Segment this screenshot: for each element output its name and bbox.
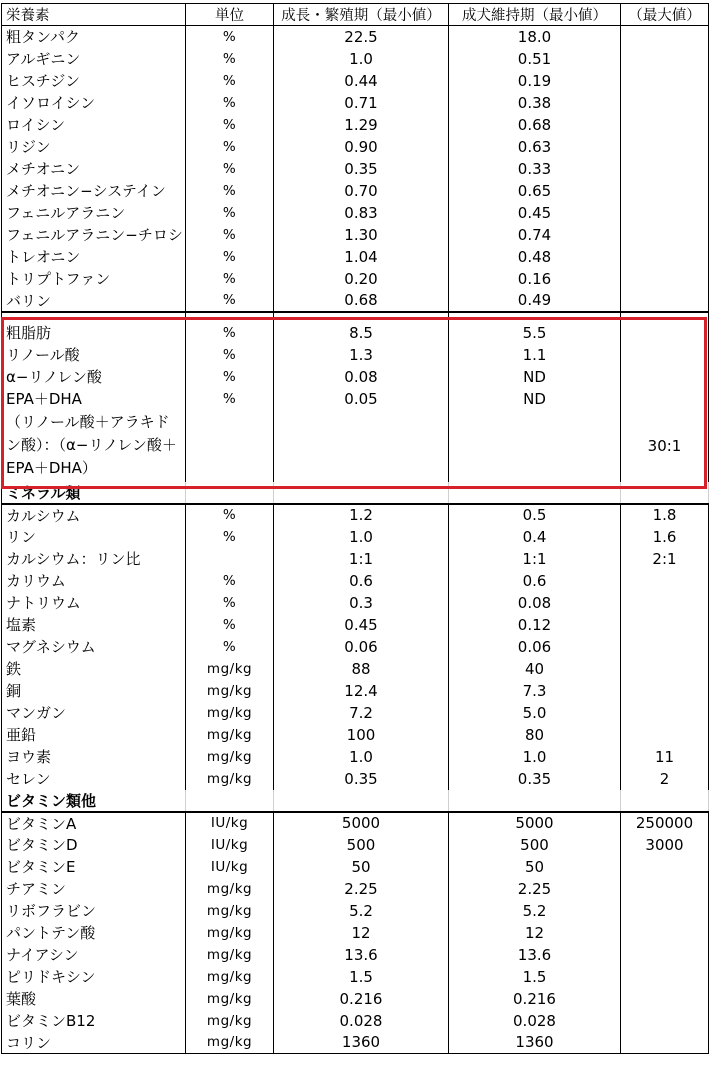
unit-cell[interactable]: %	[186, 48, 274, 70]
max-value-cell[interactable]	[621, 988, 709, 1010]
header-row	[2, 4, 709, 26]
header-max[interactable]: （最大値）	[621, 4, 709, 26]
adult-min-cell[interactable]: 0.68	[449, 114, 621, 136]
protein-row	[2, 202, 709, 224]
unit-cell[interactable]: %	[186, 224, 274, 246]
growth-min-cell[interactable]: 1.29	[274, 114, 449, 136]
growth-min-cell[interactable]: 0.71	[274, 92, 449, 114]
max-value-cell[interactable]	[621, 966, 709, 988]
mineral-row	[2, 526, 709, 548]
growth-min-cell[interactable]: 13.6	[274, 944, 449, 966]
nutrient-name-cell[interactable]: 鉄	[2, 658, 186, 680]
unit-cell[interactable]: IU/kg	[186, 812, 274, 834]
adult-min-cell[interactable]: 0.48	[449, 246, 621, 268]
max-value-cell[interactable]	[621, 136, 709, 158]
unit-cell[interactable]: mg/kg	[186, 966, 274, 988]
empty-cell[interactable]	[274, 790, 449, 812]
nutrient-name-cell[interactable]: カルシウム：リン比	[2, 548, 186, 570]
unit-cell[interactable]: mg/kg	[186, 922, 274, 944]
nutrient-name-cell[interactable]: ビタミンA	[2, 812, 186, 834]
max-value-cell[interactable]	[621, 322, 709, 344]
max-value-cell[interactable]: 2	[621, 768, 709, 790]
adult-min-cell[interactable]: 50	[449, 856, 621, 878]
nutrient-name-cell[interactable]: 亜鉛	[2, 724, 186, 746]
adult-min-cell[interactable]: 0.08	[449, 592, 621, 614]
growth-min-cell[interactable]: 0.68	[274, 290, 449, 312]
unit-cell[interactable]: %	[186, 180, 274, 202]
empty-cell[interactable]	[274, 482, 449, 504]
unit-cell[interactable]: %	[186, 26, 274, 48]
empty-cell[interactable]	[449, 790, 621, 812]
max-value-cell[interactable]: 1.6	[621, 526, 709, 548]
nutrient-name-cell[interactable]: 葉酸	[2, 988, 186, 1010]
adult-min-cell[interactable]: 0.16	[449, 268, 621, 290]
nutrient-name-cell[interactable]: アルギニン	[2, 48, 186, 70]
adult-min-cell[interactable]: 1.5	[449, 966, 621, 988]
adult-min-cell[interactable]: 0.38	[449, 92, 621, 114]
vitamin-row	[2, 878, 709, 900]
unit-cell[interactable]: mg/kg	[186, 658, 274, 680]
growth-min-cell[interactable]: 100	[274, 724, 449, 746]
adult-min-cell[interactable]: 0.65	[449, 180, 621, 202]
max-value-cell[interactable]	[621, 268, 709, 290]
protein-row	[2, 290, 709, 312]
nutrient-table-sheet	[1, 3, 708, 1054]
protein-row	[2, 180, 709, 202]
growth-min-cell[interactable]: 1.0	[274, 48, 449, 70]
nutrient-name-cell[interactable]: ビタミンE	[2, 856, 186, 878]
nutrient-name-cell[interactable]: バリン	[2, 290, 186, 312]
growth-min-cell[interactable]: 12.4	[274, 680, 449, 702]
max-value-cell[interactable]	[621, 70, 709, 92]
max-value-cell[interactable]: 1.8	[621, 504, 709, 526]
unit-cell[interactable]: mg/kg	[186, 878, 274, 900]
protein-row	[2, 224, 709, 246]
adult-min-cell[interactable]: 5.0	[449, 702, 621, 724]
adult-min-cell[interactable]: 2.25	[449, 878, 621, 900]
growth-min-cell[interactable]: 1.0	[274, 526, 449, 548]
unit-cell[interactable]: mg/kg	[186, 900, 274, 922]
max-value-cell[interactable]	[621, 1032, 709, 1054]
protein-row	[2, 26, 709, 48]
growth-min-cell[interactable]: 0.44	[274, 70, 449, 92]
mineral-row	[2, 680, 709, 702]
max-value-cell[interactable]: 30:1	[621, 410, 709, 482]
divider-cell	[2, 312, 186, 322]
mineral-row	[2, 658, 709, 680]
max-value-cell[interactable]	[621, 114, 709, 136]
growth-min-cell[interactable]: 0.83	[274, 202, 449, 224]
growth-min-cell[interactable]: 0.3	[274, 592, 449, 614]
nutrient-name-cell[interactable]: 粗タンパク	[2, 26, 186, 48]
max-value-cell[interactable]	[621, 702, 709, 724]
header-adult[interactable]: 成犬維持期（最小値）	[449, 4, 621, 26]
nutrient-name-cell[interactable]: イソロイシン	[2, 92, 186, 114]
unit-cell[interactable]: %	[186, 614, 274, 636]
unit-cell[interactable]: %	[186, 388, 274, 410]
adult-min-cell[interactable]: 40	[449, 658, 621, 680]
adult-min-cell[interactable]: 1.1	[449, 344, 621, 366]
max-value-cell[interactable]	[621, 388, 709, 410]
adult-min-cell[interactable]: 0.4	[449, 526, 621, 548]
nutrient-name-cell[interactable]: フェニルアラニン	[2, 202, 186, 224]
adult-min-cell[interactable]: 5.2	[449, 900, 621, 922]
max-value-cell[interactable]: 11	[621, 746, 709, 768]
nutrient-name-cell[interactable]: ロイシン	[2, 114, 186, 136]
unit-cell[interactable]: %	[186, 504, 274, 526]
max-value-cell[interactable]	[621, 246, 709, 268]
nutrient-name-cell[interactable]: セレン	[2, 768, 186, 790]
nutrient-name-cell[interactable]: リジン	[2, 136, 186, 158]
nutrient-name-cell[interactable]: カリウム	[2, 570, 186, 592]
protein-row	[2, 246, 709, 268]
adult-min-cell[interactable]: 0.35	[449, 768, 621, 790]
unit-cell[interactable]: %	[186, 268, 274, 290]
max-value-cell[interactable]	[621, 290, 709, 312]
nutrient-name-cell[interactable]: マンガン	[2, 702, 186, 724]
protein-row	[2, 70, 709, 92]
max-value-cell[interactable]	[621, 724, 709, 746]
adult-min-cell[interactable]: 13.6	[449, 944, 621, 966]
max-value-cell[interactable]: 250000	[621, 812, 709, 834]
vitamin-row	[2, 944, 709, 966]
nutrient-name-cell[interactable]: α−リノレン酸	[2, 366, 186, 388]
nutrient-name-cell[interactable]: EPA＋DHA	[2, 388, 186, 410]
max-value-cell[interactable]	[621, 1010, 709, 1032]
nutrient-name-cell[interactable]: リボフラビン	[2, 900, 186, 922]
vitamin-row	[2, 988, 709, 1010]
adult-min-cell[interactable]: 12	[449, 922, 621, 944]
divider-cell	[449, 312, 621, 322]
max-value-cell[interactable]	[621, 570, 709, 592]
header-growth[interactable]: 成長・繁殖期（最小値）	[274, 4, 449, 26]
growth-min-cell[interactable]: 0.20	[274, 268, 449, 290]
growth-min-cell[interactable]: 0.05	[274, 388, 449, 410]
vitamin-row	[2, 966, 709, 988]
unit-cell[interactable]	[186, 410, 274, 482]
unit-cell[interactable]: %	[186, 290, 274, 312]
adult-min-cell[interactable]: ND	[449, 366, 621, 388]
growth-min-cell[interactable]: 2.25	[274, 878, 449, 900]
unit-cell[interactable]: %	[186, 366, 274, 388]
vitamin-row	[2, 1032, 709, 1054]
growth-min-cell[interactable]: 1.5	[274, 966, 449, 988]
growth-min-cell[interactable]: 0.216	[274, 988, 449, 1010]
growth-min-cell[interactable]: 0.08	[274, 366, 449, 388]
adult-min-cell[interactable]: 0.49	[449, 290, 621, 312]
adult-min-cell[interactable]: 0.51	[449, 48, 621, 70]
max-value-cell[interactable]	[621, 614, 709, 636]
growth-min-cell[interactable]: 22.5	[274, 26, 449, 48]
growth-min-cell[interactable]: 1.3	[274, 344, 449, 366]
max-value-cell[interactable]	[621, 658, 709, 680]
nutrient-name-cell[interactable]: ビタミンB12	[2, 1010, 186, 1032]
growth-min-cell[interactable]: 50	[274, 856, 449, 878]
nutrient-name-cell[interactable]: 粗脂肪	[2, 322, 186, 344]
unit-cell[interactable]: %	[186, 592, 274, 614]
mineral-row	[2, 746, 709, 768]
unit-cell[interactable]: %	[186, 526, 274, 548]
vitamin-row	[2, 900, 709, 922]
unit-cell[interactable]: %	[186, 570, 274, 592]
unit-cell[interactable]: %	[186, 202, 274, 224]
growth-min-cell[interactable]: 0.35	[274, 158, 449, 180]
growth-min-cell[interactable]: 7.2	[274, 702, 449, 724]
adult-min-cell[interactable]: 0.028	[449, 1010, 621, 1032]
growth-min-cell[interactable]: 1.2	[274, 504, 449, 526]
max-value-cell[interactable]	[621, 48, 709, 70]
max-value-cell[interactable]	[621, 922, 709, 944]
empty-cell[interactable]	[186, 482, 274, 504]
mineral-row	[2, 614, 709, 636]
unit-cell[interactable]: %	[186, 92, 274, 114]
nutrient-name-cell[interactable]: ナイアシン	[2, 944, 186, 966]
unit-cell[interactable]: mg/kg	[186, 724, 274, 746]
adult-min-cell[interactable]: 0.19	[449, 70, 621, 92]
growth-min-cell[interactable]: 500	[274, 834, 449, 856]
nutrient-name-cell[interactable]: ヒスチジン	[2, 70, 186, 92]
vitamin-row	[2, 812, 709, 834]
unit-cell[interactable]: %	[186, 114, 274, 136]
vitamins-section-title-label[interactable]: ビタミン類他	[2, 790, 186, 812]
nutrient-name-cell[interactable]: リン	[2, 526, 186, 548]
adult-min-cell[interactable]: 1360	[449, 1032, 621, 1054]
adult-min-cell[interactable]: 1:1	[449, 548, 621, 570]
fat-row	[2, 344, 709, 366]
nutrient-name-cell[interactable]: メチオニン−システイン	[2, 180, 186, 202]
max-value-cell[interactable]	[621, 26, 709, 48]
nutrient-name-cell[interactable]: ヨウ素	[2, 746, 186, 768]
adult-min-cell[interactable]: 0.5	[449, 504, 621, 526]
adult-min-cell[interactable]: 0.12	[449, 614, 621, 636]
growth-min-cell[interactable]: 0.06	[274, 636, 449, 658]
divider-cell	[274, 312, 449, 322]
unit-cell[interactable]: %	[186, 246, 274, 268]
unit-cell[interactable]: mg/kg	[186, 680, 274, 702]
growth-min-cell[interactable]: 5.2	[274, 900, 449, 922]
nutrient-name-cell[interactable]: ビタミンD	[2, 834, 186, 856]
nutrient-name-cell[interactable]: ナトリウム	[2, 592, 186, 614]
adult-min-cell[interactable]: 0.45	[449, 202, 621, 224]
nutrient-name-cell[interactable]: メチオニン	[2, 158, 186, 180]
empty-cell[interactable]	[449, 482, 621, 504]
max-value-cell[interactable]	[621, 900, 709, 922]
protein-row	[2, 136, 709, 158]
nutrient-name-cell[interactable]: コリン	[2, 1032, 186, 1054]
empty-cell[interactable]	[621, 790, 709, 812]
unit-cell[interactable]: IU/kg	[186, 834, 274, 856]
growth-min-cell[interactable]: 0.70	[274, 180, 449, 202]
empty-cell[interactable]	[621, 482, 709, 504]
adult-min-cell[interactable]: 0.63	[449, 136, 621, 158]
adult-min-cell[interactable]: 0.216	[449, 988, 621, 1010]
max-value-cell[interactable]	[621, 180, 709, 202]
protein-row	[2, 158, 709, 180]
adult-min-cell[interactable]: ND	[449, 388, 621, 410]
growth-min-cell[interactable]: 1.04	[274, 246, 449, 268]
nutrient-name-cell[interactable]: チアミン	[2, 878, 186, 900]
growth-min-cell[interactable]: 12	[274, 922, 449, 944]
fat-row	[2, 366, 709, 388]
minerals-section-title-label[interactable]: ミネラル類	[2, 482, 186, 504]
adult-min-cell[interactable]: 500	[449, 834, 621, 856]
max-value-cell[interactable]	[621, 878, 709, 900]
fat-row	[2, 322, 709, 344]
max-value-cell[interactable]	[621, 636, 709, 658]
unit-cell[interactable]: mg/kg	[186, 1032, 274, 1054]
growth-min-cell[interactable]: 1:1	[274, 548, 449, 570]
mineral-row	[2, 702, 709, 724]
adult-min-cell[interactable]: 7.3	[449, 680, 621, 702]
nutrient-name-cell[interactable]: カルシウム	[2, 504, 186, 526]
mineral-row	[2, 570, 709, 592]
nutrient-name-cell[interactable]: トリプトファン	[2, 268, 186, 290]
unit-cell[interactable]: mg/kg	[186, 988, 274, 1010]
mineral-row	[2, 504, 709, 526]
max-value-cell[interactable]	[621, 158, 709, 180]
unit-cell[interactable]: mg/kg	[186, 944, 274, 966]
mineral-row	[2, 724, 709, 746]
max-value-cell[interactable]	[621, 944, 709, 966]
adult-min-cell[interactable]: 5.5	[449, 322, 621, 344]
adult-min-cell[interactable]: 1.0	[449, 746, 621, 768]
adult-min-cell[interactable]: 0.33	[449, 158, 621, 180]
nutrient-name-cell[interactable]: 銅	[2, 680, 186, 702]
vitamin-row	[2, 1010, 709, 1032]
max-value-cell[interactable]: 2:1	[621, 548, 709, 570]
max-value-cell[interactable]	[621, 224, 709, 246]
adult-min-cell[interactable]: 5000	[449, 812, 621, 834]
unit-cell[interactable]: %	[186, 70, 274, 92]
protein-row	[2, 92, 709, 114]
adult-min-cell[interactable]: 80	[449, 724, 621, 746]
unit-cell[interactable]: mg/kg	[186, 1010, 274, 1032]
growth-min-cell[interactable]: 0.028	[274, 1010, 449, 1032]
growth-min-cell[interactable]: 1.30	[274, 224, 449, 246]
adult-min-cell[interactable]: 18.0	[449, 26, 621, 48]
mineral-row	[2, 548, 709, 570]
growth-min-cell[interactable]: 5000	[274, 812, 449, 834]
minerals-section-title	[2, 482, 709, 504]
nutrient-name-cell[interactable]: フェニルアラニン−チロシ	[2, 224, 186, 246]
mineral-row	[2, 768, 709, 790]
vitamin-row	[2, 856, 709, 878]
growth-min-cell[interactable]	[274, 410, 449, 482]
adult-min-cell[interactable]: 0.74	[449, 224, 621, 246]
vitamins-section-title	[2, 790, 709, 812]
growth-min-cell[interactable]: 0.45	[274, 614, 449, 636]
max-value-cell[interactable]	[621, 344, 709, 366]
max-value-cell[interactable]	[621, 202, 709, 224]
max-value-cell[interactable]	[621, 592, 709, 614]
mineral-row	[2, 592, 709, 614]
divider-cell	[186, 312, 274, 322]
unit-cell[interactable]: %	[186, 136, 274, 158]
nutrient-name-cell[interactable]: 塩素	[2, 614, 186, 636]
adult-min-cell[interactable]: 0.06	[449, 636, 621, 658]
growth-min-cell[interactable]: 8.5	[274, 322, 449, 344]
nutrient-name-cell[interactable]: マグネシウム	[2, 636, 186, 658]
nutrient-table	[1, 3, 709, 1054]
empty-cell[interactable]	[186, 790, 274, 812]
unit-cell[interactable]: %	[186, 344, 274, 366]
adult-min-cell[interactable]	[449, 410, 621, 482]
nutrient-name-cell[interactable]: パントテン酸	[2, 922, 186, 944]
protein-row	[2, 114, 709, 136]
nutrient-name-cell[interactable]: （リノール酸＋アラキドン酸）：（α−リノレン酸＋EPA＋DHA）	[2, 410, 186, 482]
growth-min-cell[interactable]: 1.0	[274, 746, 449, 768]
growth-min-cell[interactable]: 88	[274, 658, 449, 680]
growth-min-cell[interactable]: 1360	[274, 1032, 449, 1054]
nutrient-name-cell[interactable]: トレオニン	[2, 246, 186, 268]
vitamin-row	[2, 922, 709, 944]
header-unit[interactable]: 単位	[186, 4, 274, 26]
unit-cell[interactable]: mg/kg	[186, 702, 274, 724]
growth-min-cell[interactable]: 0.6	[274, 570, 449, 592]
max-value-cell[interactable]	[621, 92, 709, 114]
nutrient-name-cell[interactable]: ピリドキシン	[2, 966, 186, 988]
header-nutrient[interactable]: 栄養素	[2, 4, 186, 26]
protein-row	[2, 48, 709, 70]
growth-min-cell[interactable]: 0.90	[274, 136, 449, 158]
nutrient-name-cell[interactable]: リノール酸	[2, 344, 186, 366]
unit-cell[interactable]: mg/kg	[186, 768, 274, 790]
fat-row	[2, 388, 709, 410]
max-value-cell[interactable]	[621, 856, 709, 878]
mineral-row	[2, 636, 709, 658]
unit-cell[interactable]	[186, 548, 274, 570]
divider-cell	[621, 312, 709, 322]
max-value-cell[interactable]: 3000	[621, 834, 709, 856]
vitamin-row	[2, 834, 709, 856]
growth-min-cell[interactable]: 0.35	[274, 768, 449, 790]
unit-cell[interactable]: mg/kg	[186, 746, 274, 768]
max-value-cell[interactable]	[621, 366, 709, 388]
max-value-cell[interactable]	[621, 680, 709, 702]
protein-row	[2, 268, 709, 290]
unit-cell[interactable]: %	[186, 158, 274, 180]
unit-cell[interactable]: IU/kg	[186, 856, 274, 878]
section-divider	[2, 312, 709, 322]
fat-ratio-row	[2, 410, 709, 482]
adult-min-cell[interactable]: 0.6	[449, 570, 621, 592]
unit-cell[interactable]: %	[186, 636, 274, 658]
unit-cell[interactable]: %	[186, 322, 274, 344]
